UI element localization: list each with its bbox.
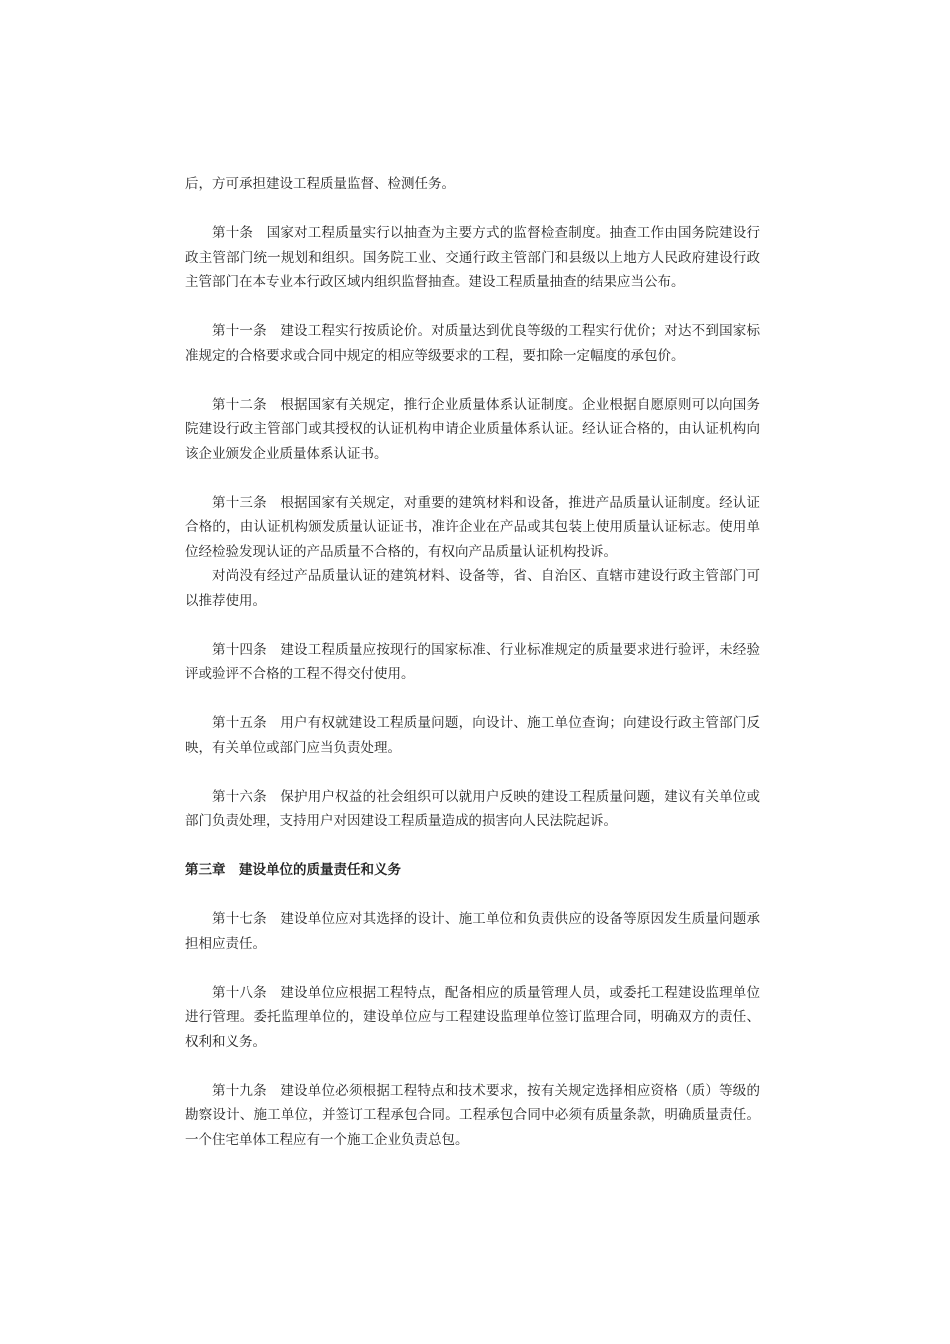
article-10 [185,221,760,295]
article-text: 建设单位应根据工程特点，配备相应的质量管理人员，或委托工程建设监理单位进行管理。委托监理单位的，建设单位应与工程建设监理单位签订监理合同，明确双方的责任、权利和义务。 [185,984,761,1050]
article-13-extra: 对尚没有经过产品质量认证的建筑材料、设备等，省、自治区、直辖市建设行政主管部门可以推荐使用。 [185,568,760,609]
article-11 [185,319,760,368]
article-15 [185,711,760,760]
article-text: 国家对工程质量实行以抽查为主要方式的监督检查制度。抽查工作由国务院建设行政主管部门统一规划和组织。国务院工业、交通行政主管部门和县级以上地方人民政府建设行政主管部门在本专业本行政区域内组织监督抽查。建设工程质量抽查的结果应当公布。 [185,225,761,290]
article-text: 建设单位应对其选择的设计、施工单位和负责供应的设备等原因发生质量问题承担相应责任。 [185,911,761,952]
article-19 [185,1079,760,1153]
article-number: 第十九条 [212,1082,267,1099]
article-17 [185,907,760,956]
article-text: 建设工程质量应按现行的国家标准、行业标准规定的质量要求进行验评，未经验评或验评不合格的工程不得交付使用。 [185,641,761,682]
article-number: 第十一条 [212,323,267,339]
chapter-title: 建设单位的质量责任和义务 [239,862,401,878]
article-16 [185,785,760,834]
article-text: 建设单位必须根据工程特点和技术要求，按有关规定选择相应资格（质）等级的勘察设计、施工单位，并签订工程承包合同。工程承包合同中必须有质量条款，明确质量责任。一个住宅单体工程应有一个施工企业负责总包。 [185,1082,761,1148]
article-text: 保护用户权益的社会组织可以就用户反映的建设工程质量问题，建议有关单位或部门负责处理，支持用户对因建设工程质量造成的损害向人民法院起诉。 [185,788,761,829]
article-number: 第十二条 [212,396,267,413]
chapter-heading [185,858,760,883]
article-text: 根据国家有关规定，对重要的建筑材料和设备，推进产品质量认证制度。经认证合格的，由认证机构颁发质量认证证书，准许企业在产品或其包装上使用质量认证标志。使用单位经检验发现认证的产品质量不合格的，有权向产品质量认证机构投诉。 [185,494,761,560]
article-number: 第十六条 [212,788,267,805]
document-body [185,172,760,1152]
article-text: 用户有权就建设工程质量问题，向设计、施工单位查询；向建设行政主管部门反映，有关单位或部门应当负责处理。 [185,715,761,756]
article-14 [185,638,760,687]
article-text: 建设工程实行按质论价。对质量达到优良等级的工程实行优价；对达不到国家标准规定的合格要求或合同中规定的相应等级要求的工程，要扣除一定幅度的承包价。 [185,323,761,364]
article-text: 根据国家有关规定，推行企业质量体系认证制度。企业根据自愿原则可以向国务院建设行政主管部门或其授权的认证机构申请企业质量体系认证。经认证合格的，由认证机构向该企业颁发企业质量体系认证书。 [185,396,761,462]
article-13 [185,491,760,565]
continuation-paragraph: 后，方可承担建设工程质量监督、检测任务。 [185,176,455,192]
article-12 [185,393,760,467]
article-number: 第十条 [212,225,254,241]
article-number: 第十三条 [212,494,267,511]
article-number: 第十四条 [212,641,267,658]
chapter-number: 第三章 [185,862,226,878]
article-number: 第十五条 [212,715,267,731]
article-number: 第十七条 [212,911,267,927]
article-number: 第十八条 [212,984,267,1001]
article-18 [185,981,760,1055]
